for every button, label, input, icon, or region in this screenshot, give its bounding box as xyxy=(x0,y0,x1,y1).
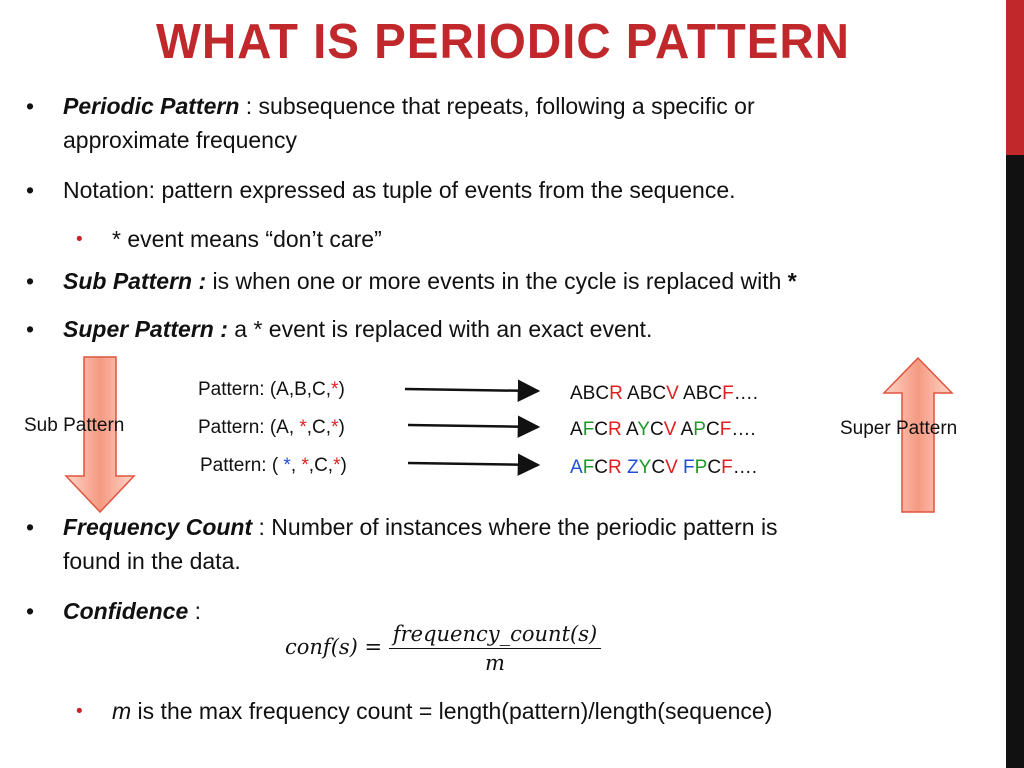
seq-token: F xyxy=(677,457,695,478)
bullet-notation: Notation: pattern expressed as tuple of events from the sequence. xyxy=(63,177,736,203)
seq-token: C xyxy=(651,457,666,478)
pattern-text: ,C, xyxy=(308,455,334,476)
bullet-m-definition xyxy=(112,694,772,728)
mapping-arrow-2 xyxy=(408,425,538,427)
formula-denominator: m xyxy=(485,651,505,675)
seq-token: C xyxy=(594,457,609,478)
pattern-star: * xyxy=(331,379,339,400)
formula-fraction xyxy=(389,622,601,675)
pattern-text: Pattern: (A, xyxy=(198,417,300,438)
pattern-text: Pattern: ( xyxy=(200,455,284,476)
seq-token: V xyxy=(663,419,677,440)
pattern-text: ) xyxy=(338,379,345,400)
pattern-tuple-1 xyxy=(198,379,345,401)
bullet-marker: • xyxy=(26,177,35,203)
seq-token: F xyxy=(582,419,595,440)
seq-token: R xyxy=(608,457,622,478)
seq-token: C xyxy=(594,419,609,440)
pattern-star: * xyxy=(301,455,309,476)
seq-token: Y xyxy=(637,419,650,440)
sub-bullet-marker: • xyxy=(76,229,83,250)
sequence-3 xyxy=(570,457,757,479)
seq-token: F xyxy=(722,383,734,404)
term-super-pattern: Super Pattern : xyxy=(63,316,228,342)
mapping-arrow-1 xyxy=(405,389,538,391)
periodic-pattern-definition-cont: approximate frequency xyxy=(63,127,297,153)
term-frequency-count: Frequency Count xyxy=(63,514,253,540)
seq-token: A xyxy=(676,419,694,440)
sub-pattern-label: Sub Pattern xyxy=(24,415,125,436)
bullet-dont-care: * event means “don’t care” xyxy=(112,226,382,252)
bullet-marker: • xyxy=(26,268,35,294)
seq-token: ABC xyxy=(678,383,723,404)
term-periodic-pattern: Periodic Pattern xyxy=(63,93,240,119)
seq-token: V xyxy=(665,457,678,478)
confidence-colon: : xyxy=(188,598,202,624)
confidence-formula xyxy=(285,622,601,675)
bullet-marker: • xyxy=(26,93,35,119)
periodic-pattern-definition: : subsequence that repeats, following a specific or xyxy=(239,93,755,119)
seq-token: P xyxy=(694,457,708,478)
seq-token: ABC xyxy=(570,383,610,404)
pattern-tuple-2 xyxy=(198,417,345,439)
seq-token: C xyxy=(649,419,664,440)
var-m: m xyxy=(112,698,132,724)
seq-token: F xyxy=(721,457,733,478)
sub-pattern-definition: is when one or more events in the cycle is replaced with xyxy=(206,268,788,294)
term-confidence: Confidence xyxy=(63,598,189,624)
pattern-text: ,C, xyxy=(306,417,332,438)
super-pattern-definition: a * event is replaced with an exact event. xyxy=(227,316,653,342)
pattern-text: Pattern: (A,B,C, xyxy=(198,379,332,400)
seq-token: …. xyxy=(732,457,757,478)
bullet-frequency-count xyxy=(63,510,778,544)
seq-token: R xyxy=(608,419,622,440)
slide-title: WHAT IS PERIODIC PATTERN xyxy=(156,15,850,69)
formula-lhs: conf(s) = xyxy=(285,635,383,659)
sub-bullet-marker: • xyxy=(76,701,83,722)
seq-token: Y xyxy=(638,457,652,478)
seq-token: V xyxy=(666,383,679,404)
pattern-star: * xyxy=(299,417,307,438)
formula-numerator: frequency_count(s) xyxy=(389,622,601,649)
pattern-star: * xyxy=(331,417,339,438)
seq-token: A xyxy=(570,457,583,478)
m-definition-text: is the max frequency count = length(pattern)/length(sequence) xyxy=(131,698,773,724)
bullet-confidence xyxy=(63,594,201,628)
bullet-marker: • xyxy=(26,598,35,624)
sequence-2 xyxy=(570,419,756,441)
super-pattern-label: Super Pattern xyxy=(840,418,958,439)
pattern-star: * xyxy=(283,455,291,476)
pattern-text: ) xyxy=(338,417,345,438)
seq-token: …. xyxy=(733,383,759,404)
seq-token: …. xyxy=(731,419,756,440)
star-symbol: * xyxy=(787,268,797,294)
sequence-1 xyxy=(570,383,758,405)
seq-token: F xyxy=(582,457,595,478)
term-sub-pattern: Sub Pattern : xyxy=(63,268,207,294)
seq-token: A xyxy=(570,419,583,440)
pattern-text: ) xyxy=(340,455,347,476)
seq-token: Z xyxy=(621,457,639,478)
frequency-count-definition: : Number of instances where the periodic pattern is xyxy=(252,514,778,540)
bullet-marker: • xyxy=(26,514,35,540)
frequency-count-definition-cont: found in the data. xyxy=(63,548,241,574)
seq-token: C xyxy=(705,419,720,440)
bullet-marker: • xyxy=(26,316,35,342)
seq-token: C xyxy=(707,457,722,478)
seq-token: ABC xyxy=(622,383,667,404)
pattern-star: * xyxy=(333,455,341,476)
seq-token: F xyxy=(719,419,732,440)
pattern-tuple-3 xyxy=(200,455,347,477)
mapping-arrow-3 xyxy=(408,463,538,465)
seq-token: R xyxy=(609,383,623,404)
seq-token: P xyxy=(693,419,706,440)
seq-token: A xyxy=(621,419,638,440)
pattern-text: , xyxy=(290,455,302,476)
